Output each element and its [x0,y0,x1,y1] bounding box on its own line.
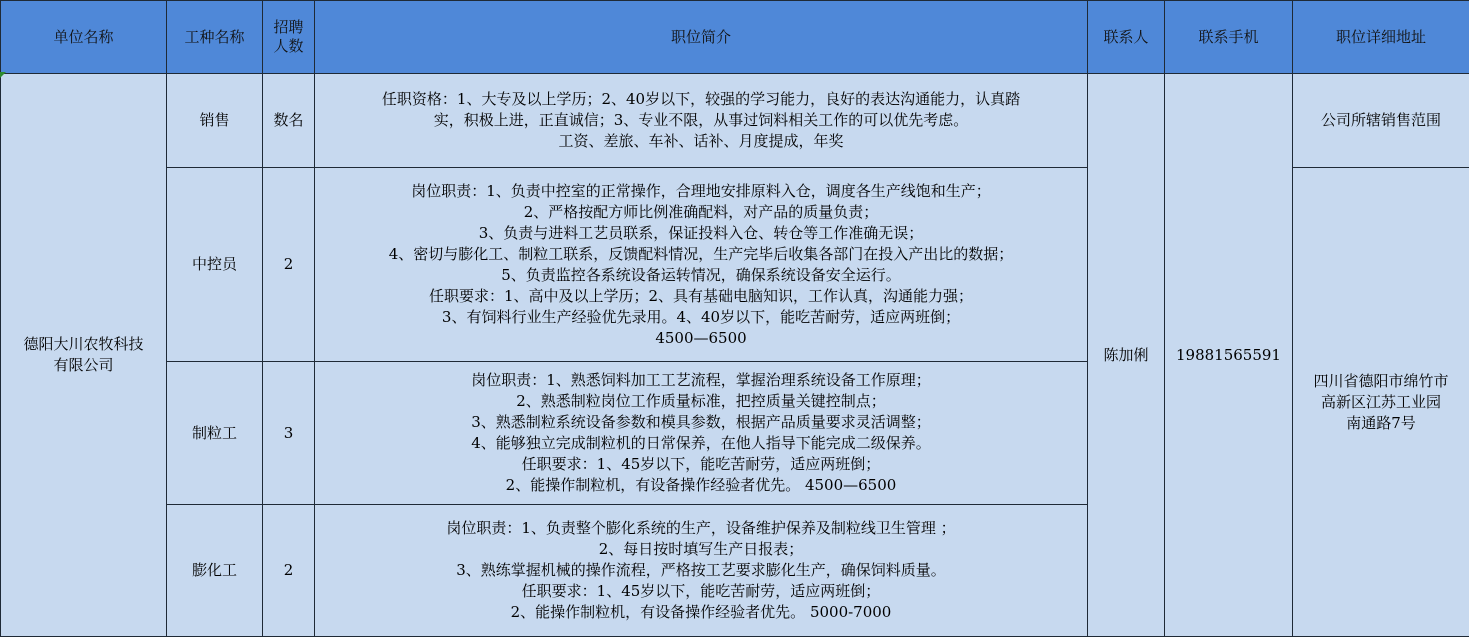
desc-line: 任职资格：1、大专及以上学历；2、40岁以下，较强的学习能力，良好的表达沟通能力，认真踏 [317,89,1085,110]
header-count [263,1,315,74]
address-line3: 南通路7号 [1295,413,1467,434]
desc-line: 3、熟悉制粒系统设备参数和模具参数，根据产品质量要求灵活调整； [317,412,1085,433]
desc-line: 任职要求：1、高中及以上学历；2、具有基础电脑知识，工作认真，沟通能力强； [317,286,1085,307]
desc-line: 2、每日按时填写生产日报表； [317,539,1085,560]
desc-line: 岗位职责：1、负责整个膨化系统的生产，设备维护保养及制粒线卫生管理 ； [317,518,1085,539]
header-desc: 职位简介 [315,1,1088,74]
desc-line: 任职要求：1、45岁以下，能吃苦耐劳，适应两班倒； [317,454,1085,475]
job-description [315,362,1088,505]
hire-count: 3 [263,362,315,505]
desc-line: 4、密切与膨化工、制粒工联系，反馈配料情况，生产完毕后收集各部门在投入产出比的数据； [317,244,1085,265]
desc-line: 2、熟悉制粒岗位工作质量标准，把控质量关键控制点； [317,391,1085,412]
address-line1: 四川省德阳市绵竹市 [1295,371,1467,392]
header-count-line2: 人数 [265,37,312,56]
job-address-shared [1293,168,1469,637]
job-name: 制粒工 [167,362,263,505]
job-description [315,168,1088,362]
desc-line: 实，积极上进，正直诚信；3、专业不限，从事过饲料相关工作的可以优先考虑。 [317,110,1085,131]
table-row [1,74,1469,168]
hire-count: 数名 [263,74,315,168]
job-name: 中控员 [167,168,263,362]
job-description [315,505,1088,637]
desc-line: 任职要求：1、45岁以下，能吃苦耐劳，适应两班倒； [317,581,1085,602]
header-contact: 联系人 [1088,1,1165,74]
header-company: 单位名称 [1,1,167,74]
desc-line: 4、能够独立完成制粒机的日常保养，在他人指导下能完成二级保养。 [317,433,1085,454]
header-phone: 联系手机 [1165,1,1293,74]
cell-marker [0,72,6,78]
contact-phone: 19881565591 [1165,74,1293,637]
desc-line: 2、严格按配方师比例准确配料，对产品的质量负责； [317,202,1085,223]
company-name-line2: 有限公司 [3,355,164,376]
desc-line: 岗位职责：1、负责中控室的正常操作，合理地安排原料入仓，调度各生产线饱和生产； [317,181,1085,202]
job-name: 膨化工 [167,505,263,637]
contact-person: 陈加俐 [1088,74,1165,637]
header-job: 工种名称 [167,1,263,74]
hire-count: 2 [263,505,315,637]
desc-line: 4500—6500 [317,328,1085,349]
job-address: 公司所辖销售范围 [1293,74,1469,168]
company-name-cell [1,74,167,637]
desc-line: 2、能操作制粒机，有设备操作经验者优先。 4500—6500 [317,475,1085,496]
address-line2: 高新区江苏工业园 [1295,392,1467,413]
desc-line: 5、负责监控各系统设备运转情况，确保系统设备安全运行。 [317,265,1085,286]
header-address: 职位详细地址 [1293,1,1469,74]
desc-line: 工资、差旅、车补、话补、月度提成，年奖 [317,131,1085,152]
desc-line: 2、能操作制粒机，有设备操作经验者优先。 5000-7000 [317,602,1085,623]
desc-line: 3、负责与进料工艺员联系，保证投料入仓、转仓等工作准确无误； [317,223,1085,244]
header-row [1,1,1469,74]
hire-count: 2 [263,168,315,362]
desc-line: 岗位职责：1、熟悉饲料加工工艺流程，掌握治理系统设备工作原理； [317,370,1085,391]
job-description [315,74,1088,168]
job-name: 销售 [167,74,263,168]
desc-line: 3、有饲料行业生产经验优先录用。4、40岁以下，能吃苦耐劳，适应两班倒； [317,307,1085,328]
desc-line: 3、熟练掌握机械的操作流程，严格按工艺要求膨化生产，确保饲料质量。 [317,560,1085,581]
header-count-line1: 招聘 [265,18,312,37]
company-name-line1: 德阳大川农牧科技 [3,334,164,355]
